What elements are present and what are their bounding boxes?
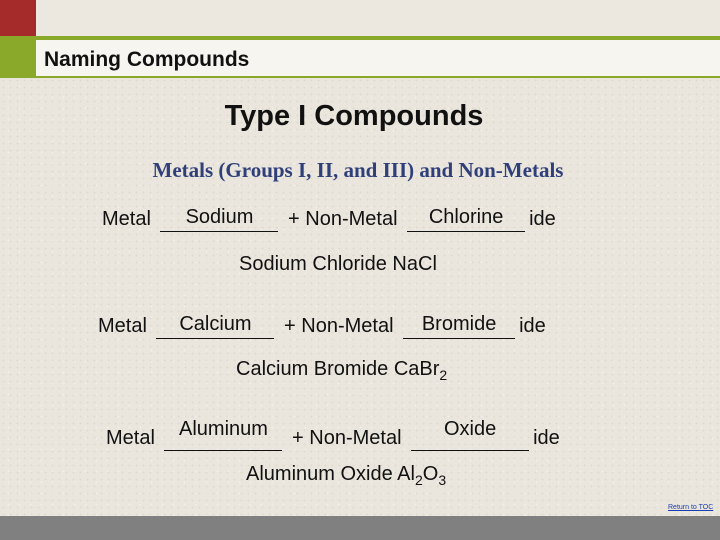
corner-accent	[0, 0, 36, 36]
nonmetal-answer: Chlorine	[428, 206, 504, 228]
metal-answer: Aluminum	[179, 418, 268, 440]
metal-blank	[156, 315, 274, 339]
chemical-formula: NaCl	[392, 253, 437, 275]
chemical-formula: $Al_2O_3$	[397, 463, 447, 488]
metal-blank	[164, 418, 282, 451]
compound-name: Calcium Bromide	[236, 358, 389, 380]
chemical-formula: CaBr$_2$	[393, 358, 448, 383]
bottom-bar	[0, 516, 720, 540]
metal-answer: Calcium	[179, 313, 252, 335]
example-calcium-line	[98, 315, 546, 339]
nonmetal-answer: Bromide	[421, 313, 497, 335]
compound-name: Sodium Chloride	[239, 253, 387, 275]
top-strip	[0, 0, 720, 36]
metal-answer: Sodium	[185, 206, 254, 228]
compound-calcium-bromide	[236, 358, 447, 381]
metal-label: Metal	[106, 427, 155, 449]
compound-sodium-chloride	[239, 253, 437, 276]
suffix: ide	[533, 427, 560, 449]
example-sodium-line	[102, 208, 556, 232]
slide-subtitle: Metals (Groups I, II, and III) and Non-Metals	[152, 158, 564, 182]
nonmetal-label: + Non-Metal	[288, 208, 398, 230]
example-aluminum-line	[106, 418, 560, 451]
nonmetal-answer: Oxide	[443, 418, 497, 440]
suffix: ide	[519, 315, 546, 337]
nonmetal-label: + Non-Metal	[284, 315, 394, 337]
slide-title: Type I Compounds	[224, 100, 484, 132]
metal-label: Metal	[102, 208, 151, 230]
nonmetal-blank	[411, 418, 529, 451]
nonmetal-blank	[407, 208, 525, 232]
return-to-toc-link[interactable]: Return to TOC	[668, 504, 714, 511]
suffix: ide	[529, 208, 556, 230]
metal-blank	[160, 208, 278, 232]
nonmetal-label: + Non-Metal	[292, 427, 402, 449]
compound-name: Aluminum Oxide	[246, 463, 393, 485]
compound-aluminum-oxide	[246, 463, 446, 486]
nonmetal-blank	[403, 315, 515, 339]
header-title: Naming Compounds	[44, 48, 250, 71]
metal-label: Metal	[98, 315, 147, 337]
